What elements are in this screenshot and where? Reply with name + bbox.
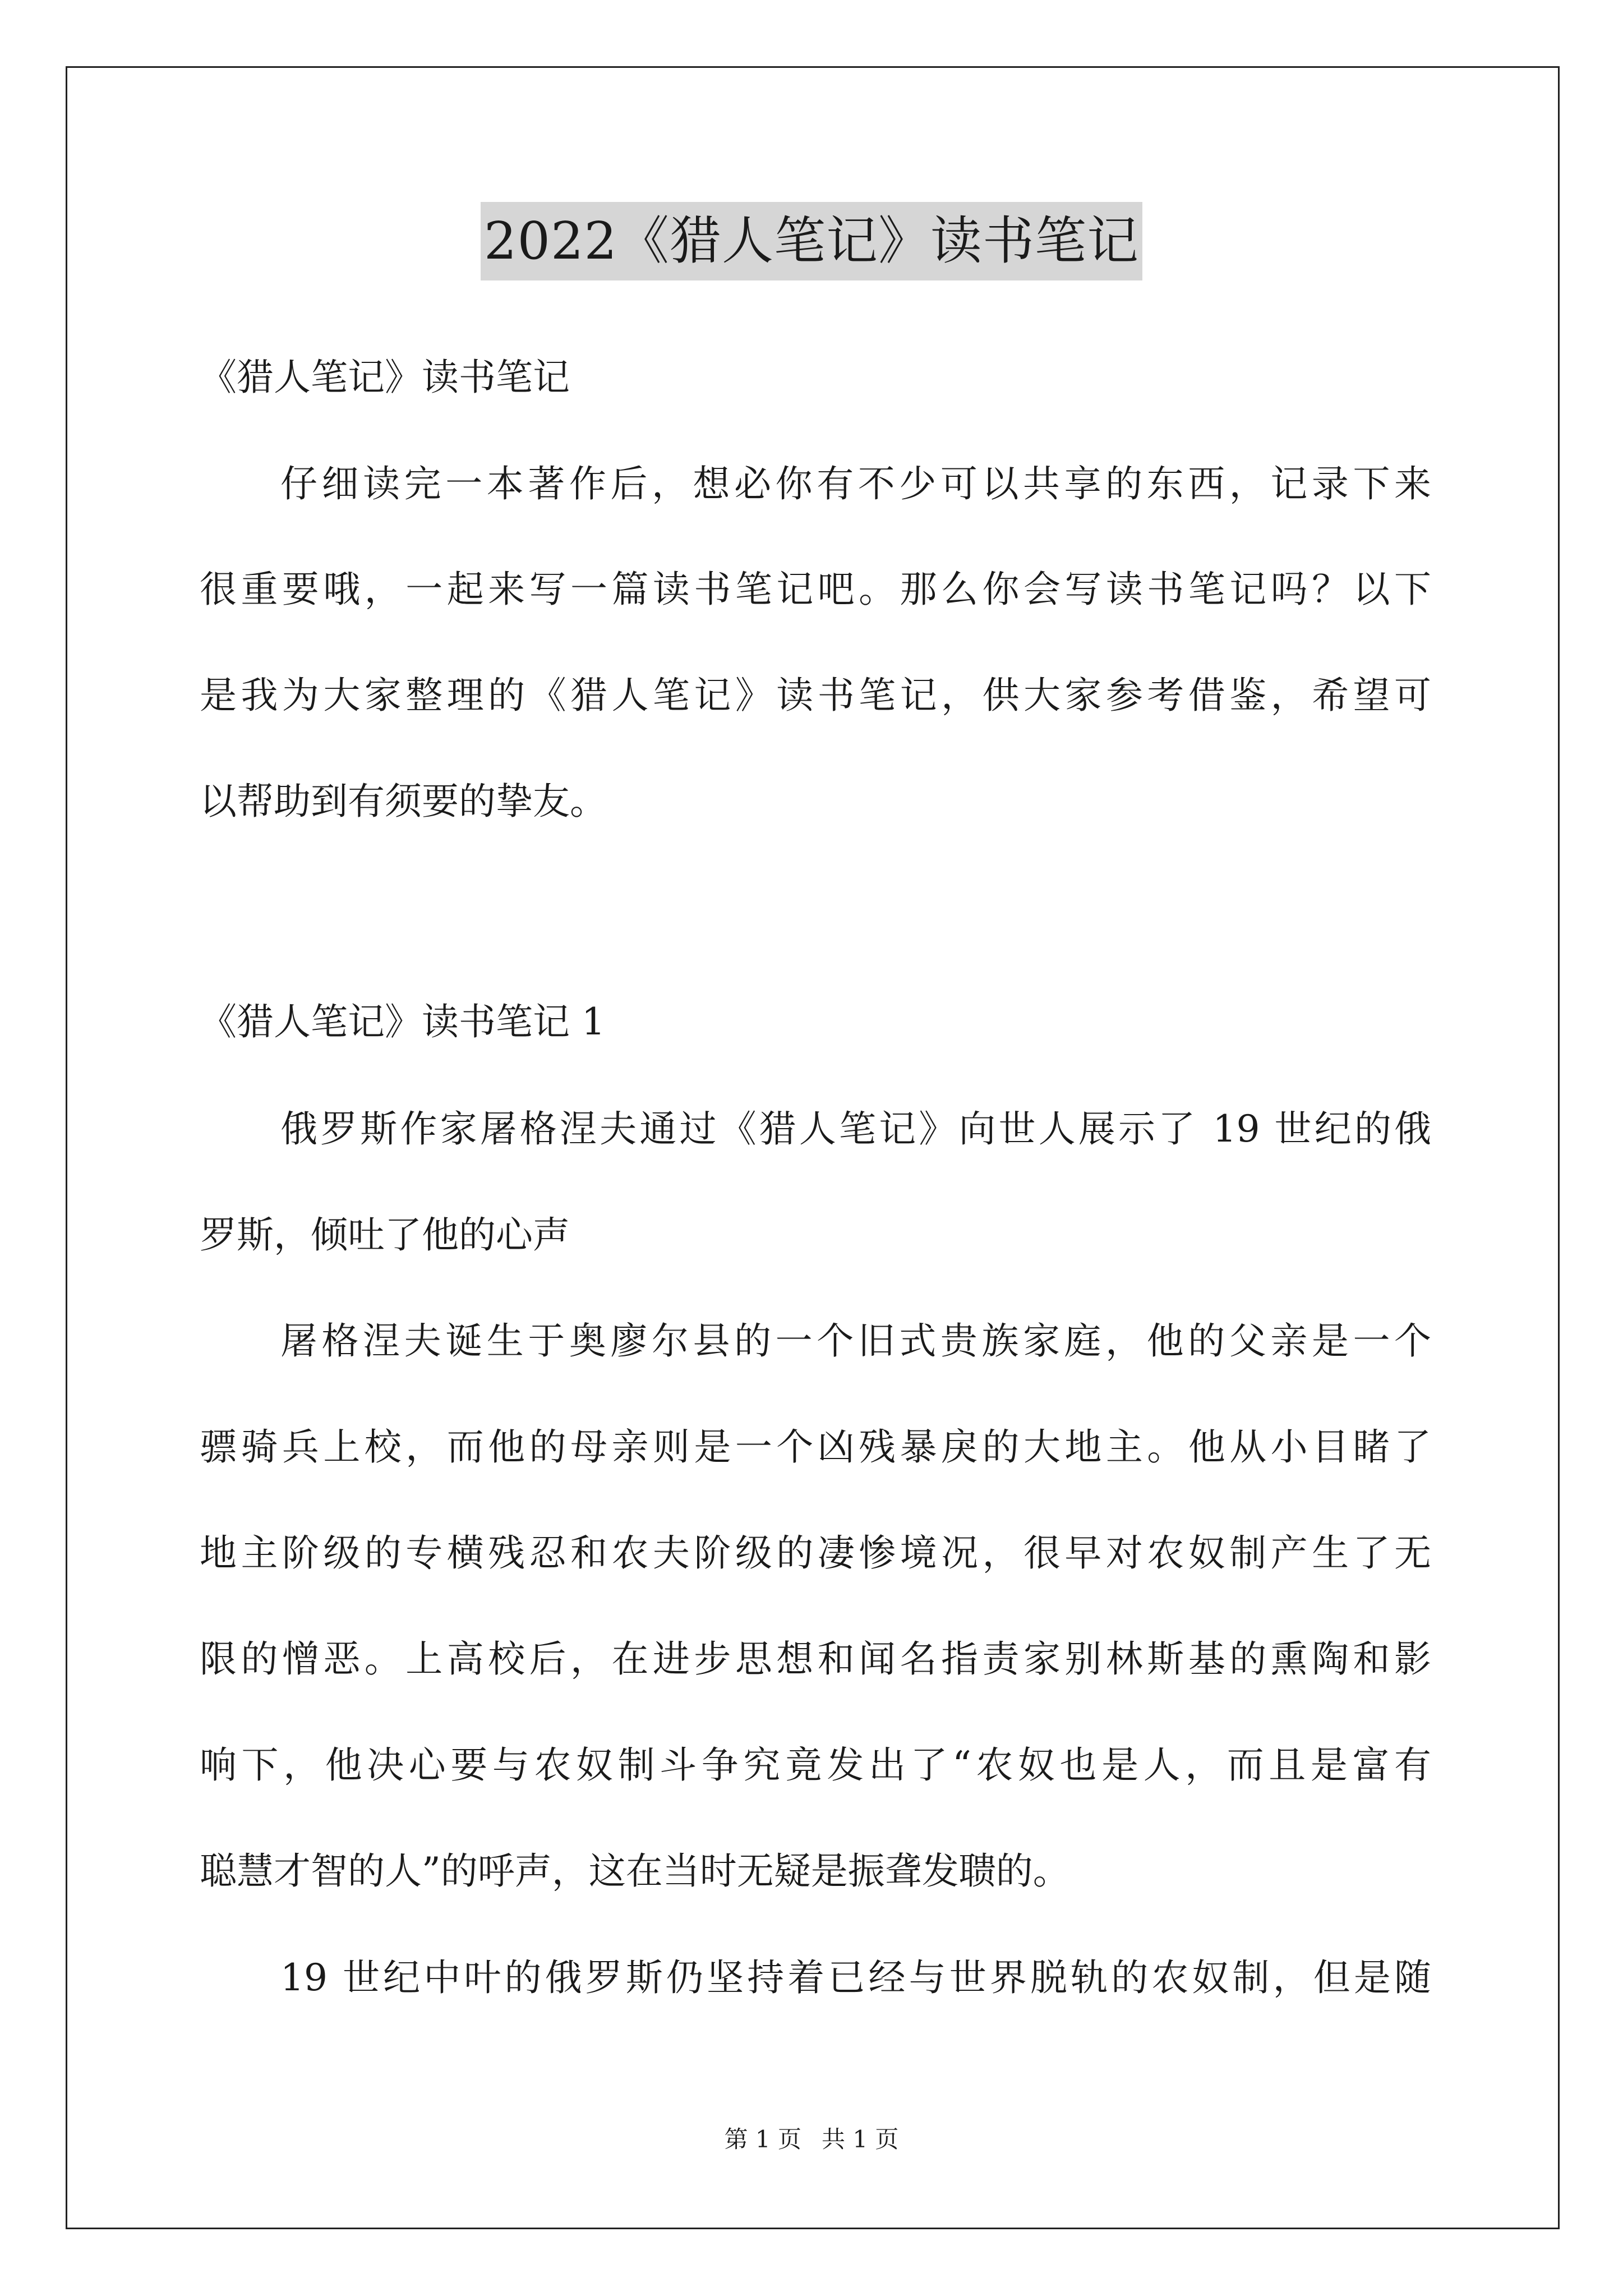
- page-total: 共 1 页: [822, 2125, 899, 2153]
- paragraph-line: 限的憎恶。上高校后，在进步思想和闻名指责家别林斯基的熏陶和影: [200, 1637, 1431, 1681]
- paragraph-line: 地主阶级的专横残忍和农夫阶级的凄惨境况，很早对农奴制产生了无: [200, 1531, 1431, 1575]
- paragraph-line: 19 世纪中叶的俄罗斯仍坚持着已经与世界脱轨的农奴制，但是随: [280, 1956, 1431, 1999]
- paragraph-line: 很重要哦，一起来写一篇读书笔记吧。那么你会写读书笔记吗？以下: [200, 568, 1431, 611]
- document-subtitle: 《猎人笔记》读书笔记: [200, 356, 570, 399]
- title-container: [0, 202, 1623, 280]
- page-footer: [0, 2123, 1623, 2156]
- paragraph-line: 罗斯，倾吐了他的心声: [200, 1213, 570, 1257]
- page-number: 第 1 页: [724, 2125, 801, 2153]
- paragraph-line: 聪慧才智的人”的呼声，这在当时无疑是振聋发聩的。: [200, 1849, 1070, 1893]
- paragraph-line: 仔细读完一本著作后，想必你有不少可以共享的东西，记录下来: [280, 462, 1431, 505]
- paragraph-line: 骠骑兵上校，而他的母亲则是一个凶残暴戾的大地主。他从小目睹了: [200, 1425, 1431, 1469]
- paragraph-line: 响下，他决心要与农奴制斗争究竟发出了“农奴也是人，而且是富有: [200, 1743, 1431, 1787]
- paragraph-line: 俄罗斯作家屠格涅夫通过《猎人笔记》向世人展示了 19 世纪的俄: [280, 1107, 1431, 1151]
- document-title: 2022《猎人笔记》读书笔记: [481, 202, 1142, 280]
- paragraph-line: 是我为大家整理的《猎人笔记》读书笔记，供大家参考借鉴，希望可: [200, 674, 1431, 717]
- paragraph-line: 屠格涅夫诞生于奥廖尔县的一个旧式贵族家庭，他的父亲是一个: [280, 1319, 1431, 1363]
- paragraph-line: 以帮助到有须要的挚友。: [200, 780, 607, 823]
- section-heading: 《猎人笔记》读书笔记 1: [200, 1000, 605, 1043]
